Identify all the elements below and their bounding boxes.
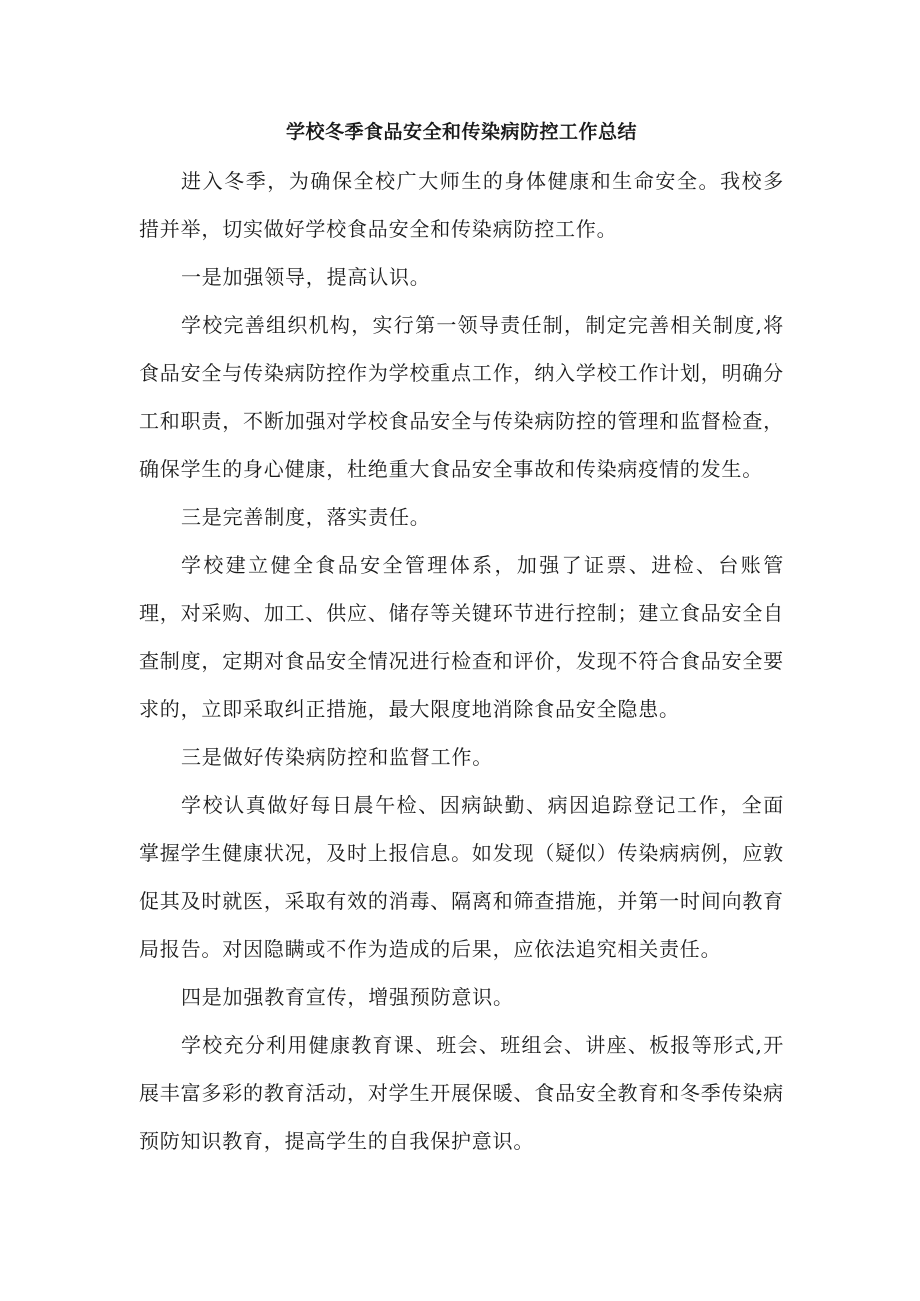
paragraph-education: 学校充分利用健康教育课、班会、班组会、讲座、板报等形式,开展丰富多彩的教育活动，对学生开展保暖、食品安全教育和冬季传染病预防知识教育，提高学生的自我保护意识。 bbox=[139, 1033, 784, 1153]
document-page bbox=[139, 117, 784, 1165]
paragraph-epidemic-control: 学校认真做好每日晨午检、因病缺勤、病因追踪登记工作，全面掌握学生健康状况，及时上报信息。如发现（疑似）传染病病例，应敦促其及时就医，采取有效的消毒、隔离和筛查措施，并第一时间向教育局报告。对因隐瞒或不作为造成的后果，应依法追究相关责任。 bbox=[139, 793, 784, 961]
heading-leadership: 一是加强领导，提高认识。 bbox=[181, 265, 431, 289]
heading-education: 四是加强教育宣传，增强预防意识。 bbox=[181, 985, 514, 1009]
paragraph-intro: 进入冬季，为确保全校广大师生的身体健康和生命安全。我校多措并举，切实做好学校食品安全和传染病防控工作。 bbox=[139, 169, 784, 241]
paragraph-system: 学校建立健全食品安全管理体系，加强了证票、进检、台账管理，对采购、加工、供应、储存等关键环节进行控制；建立食品安全自查制度，定期对食品安全情况进行检查和评价，发现不符合食品安全要求的，立即采取纠正措施，最大限度地消除食品安全隐患。 bbox=[139, 553, 784, 721]
paragraph-leadership: 学校完善组织机构，实行第一领导责任制，制定完善相关制度,将食品安全与传染病防控作为学校重点工作，纳入学校工作计划，明确分工和职责，不断加强对学校食品安全与传染病防控的管理和监督检查，确保学生的身心健康，杜绝重大食品安全事故和传染病疫情的发生。 bbox=[139, 313, 784, 481]
heading-epidemic-control: 三是做好传染病防控和监督工作。 bbox=[181, 745, 493, 769]
heading-system: 三是完善制度，落实责任。 bbox=[181, 505, 431, 529]
document-title: 学校冬季食品安全和传染病防控工作总结 bbox=[285, 121, 637, 143]
